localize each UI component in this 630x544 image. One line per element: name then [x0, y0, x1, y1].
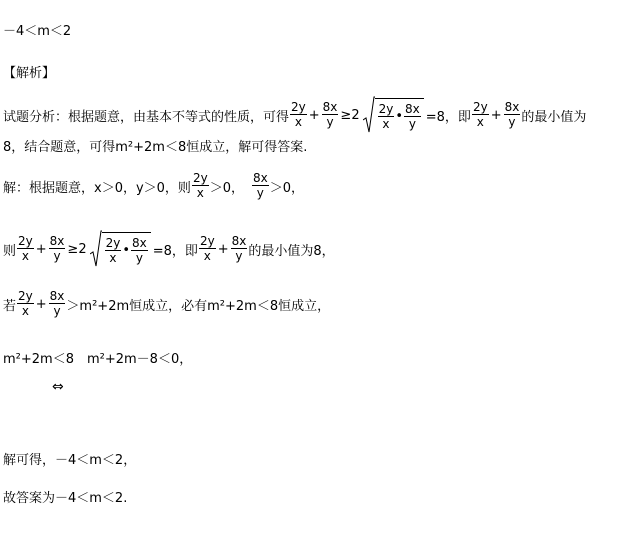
fraction-8x-over-y [49, 290, 66, 318]
plus-sign: + [490, 107, 502, 123]
radical-sign-icon [363, 96, 375, 134]
fraction-numerator: 2y [291, 100, 306, 114]
fraction-denominator: y [408, 116, 416, 131]
fraction-denominator: x [21, 304, 29, 318]
geq-two: ≥2 [340, 107, 360, 123]
solution-line-5: 解可得，－4＜m＜2， [3, 453, 137, 468]
fraction-numerator: 2y [18, 289, 33, 303]
fraction-2y-over-x [17, 235, 34, 263]
solution-line-2 [3, 230, 335, 268]
fraction-numerator: 8x [252, 171, 268, 185]
fraction-8x-over-y [231, 235, 248, 263]
fraction-numerator: 2y [105, 235, 121, 250]
solution-line-3 [3, 290, 330, 318]
fraction-numerator: 8x [49, 289, 65, 303]
greater-than-zero: ＞0， [209, 180, 244, 196]
plus-sign: + [308, 107, 320, 123]
multiply-dot: • [122, 243, 131, 258]
fraction-8x-over-y [131, 237, 148, 265]
fraction-denominator: x [382, 116, 390, 131]
fraction-2y-over-x [17, 290, 34, 318]
analysis-intro: 试题分析：根据题意，由基本不等式的性质，可得 [3, 109, 290, 125]
fraction-8x-over-y [252, 172, 269, 200]
fraction-denominator: x [203, 249, 211, 263]
fraction-denominator: x [476, 115, 484, 129]
fraction-denominator: y [256, 186, 264, 200]
fraction-denominator: y [53, 304, 61, 318]
fraction-numerator: 2y [18, 234, 33, 248]
min-value-text: 的最小值为 [521, 109, 587, 125]
plus-sign: + [217, 241, 229, 257]
fraction-numerator: 8x [49, 234, 65, 248]
analysis-header: 【解析】 [3, 66, 56, 81]
inequality-condition-text: ＞m²+2m恒成立，必有m²+2m＜8恒成立， [66, 298, 331, 314]
final-answer-line: 故答案为－4＜m＜2. [3, 491, 128, 506]
analysis-line-1 [3, 96, 586, 134]
equals-eight-text: =8，即 [152, 243, 198, 259]
multiply-dot: • [395, 109, 404, 124]
solution-line-1 [3, 172, 304, 200]
then-text: 则 [3, 243, 17, 259]
square-root [90, 230, 151, 268]
fraction-2y-over-x [199, 235, 216, 263]
fraction-numerator: 8x [405, 101, 420, 116]
fraction-numerator: 8x [231, 234, 247, 248]
fraction-2y-over-x [378, 103, 395, 131]
fraction-numerator: 8x [504, 100, 520, 114]
fraction-denominator: y [508, 115, 516, 129]
fraction-8x-over-y [322, 101, 339, 129]
fraction-denominator: x [196, 186, 204, 200]
fraction-2y-over-x [105, 237, 122, 265]
fraction-numerator: 8x [132, 235, 147, 250]
fraction-numerator: 8x [322, 100, 338, 114]
plus-sign: + [35, 296, 47, 312]
plus-sign: + [35, 241, 47, 257]
square-root [363, 96, 424, 134]
fraction-2y-over-x [192, 172, 209, 200]
fraction-denominator: y [53, 249, 61, 263]
answer-line: －4＜m＜2 [3, 24, 72, 39]
fraction-8x-over-y [504, 101, 521, 129]
fraction-numerator: 2y [199, 234, 215, 248]
fraction-8x-over-y [49, 235, 66, 263]
fraction-denominator: y [135, 250, 143, 265]
greater-than-zero: ＞0， [269, 180, 304, 196]
radical-sign-icon [90, 230, 102, 268]
fraction-denominator: y [235, 249, 243, 263]
fraction-2y-over-x [472, 101, 489, 129]
geq-two: ≥2 [67, 241, 87, 257]
fraction-denominator: y [326, 115, 334, 129]
fraction-denominator: x [109, 250, 117, 265]
if-text: 若 [3, 298, 17, 314]
fraction-numerator: 2y [472, 100, 488, 114]
fraction-denominator: x [294, 115, 302, 129]
fraction-numerator: 2y [378, 101, 394, 116]
equals-eight-text: =8，即 [425, 109, 471, 125]
solution-line-4: m²+2m＜8 m²+2m－8＜0， [3, 352, 193, 367]
analysis-line-2: 8，结合题意，可得m²+2m＜8恒成立，解可得答案. [3, 140, 308, 155]
min-value-eight-text: 的最小值为8， [248, 243, 335, 259]
fraction-2y-over-x [290, 101, 307, 129]
equivalence-arrow-icon: ⇔ [52, 379, 64, 395]
fraction-8x-over-y [404, 103, 421, 131]
solution-intro: 解：根据题意，x＞0，y＞0，则 [3, 180, 191, 196]
fraction-denominator: x [21, 249, 29, 263]
fraction-numerator: 2y [192, 171, 208, 185]
